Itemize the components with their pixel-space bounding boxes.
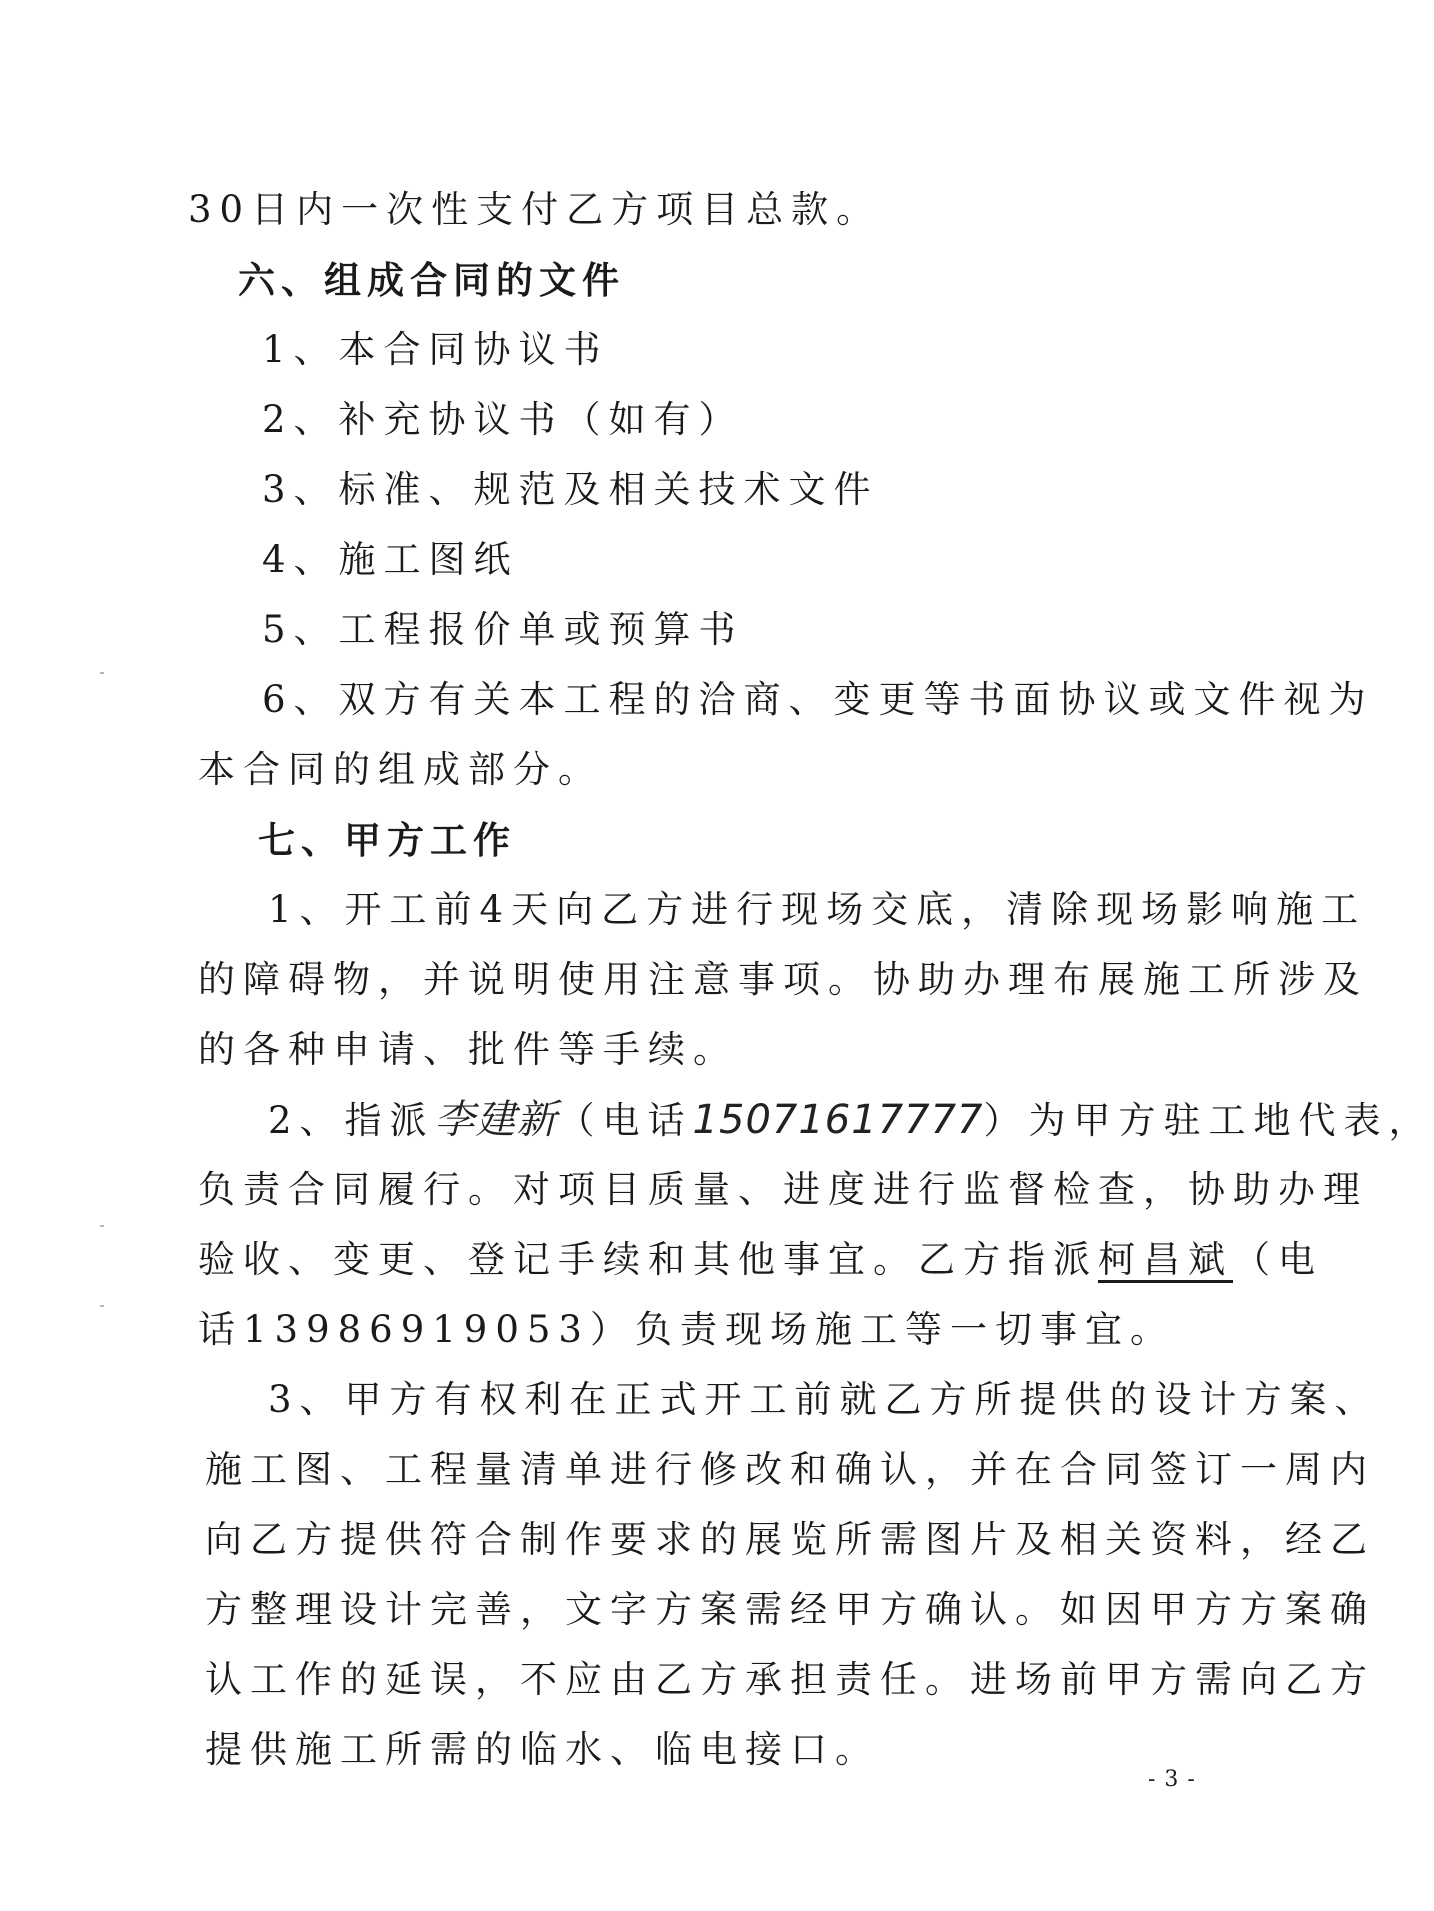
phone-label: （电话	[557, 1099, 693, 1142]
yi-representative-name: 柯昌斌	[1098, 1238, 1233, 1281]
paragraph-line: 方整理设计完善，文字方案需经甲方确认。如因甲方方案确	[205, 1588, 1375, 1631]
designate-prefix: 2、指派	[268, 1099, 435, 1142]
paragraph-line: 提供施工所需的临水、临电接口。	[205, 1728, 880, 1771]
list-item: 3、标准、规范及相关技术文件	[262, 468, 879, 511]
list-item: 5、工程报价单或预算书	[262, 608, 744, 651]
list-item: 2、补充协议书（如有）	[262, 398, 744, 441]
designate-suffix: ）为甲方驻工地代表，	[983, 1099, 1434, 1142]
paragraph-line: 本合同的组成部分。	[198, 748, 603, 791]
paragraph-line: 负责合同履行。对项目质量、进度进行监督检查，协助办理	[198, 1168, 1368, 1211]
paragraph-line: 3、甲方有权利在正式开工前就乙方所提供的设计方案、	[268, 1378, 1380, 1421]
scan-speck	[100, 672, 104, 674]
paragraph-line: 30日内一次性支付乙方项目总款。	[188, 188, 882, 231]
handwritten-name: 李建新	[434, 1097, 558, 1143]
paragraph-line: 向乙方提供符合制作要求的展览所需图片及相关资料，经乙	[205, 1518, 1375, 1561]
paragraph-line: 话13986919053）负责现场施工等一切事宜。	[198, 1308, 1175, 1351]
section-heading-seven: 七、甲方工作	[258, 818, 516, 862]
paragraph-line: 的各种申请、批件等手续。	[198, 1028, 738, 1071]
paragraph-line: 施工图、工程量清单进行修改和确认，并在合同签订一周内	[205, 1448, 1375, 1491]
paragraph-line: 的障碍物，并说明使用注意事项。协助办理布展施工所涉及	[198, 958, 1368, 1001]
list-item: 1、本合同协议书	[262, 328, 609, 371]
designate-line	[268, 1095, 1434, 1146]
scan-speck	[100, 1225, 104, 1227]
page-number: - 3 -	[1148, 1767, 1196, 1792]
yi-designate-prefix: 验收、变更、登记手续和其他事宜。乙方指派	[198, 1238, 1098, 1281]
paragraph-line: 1、开工前4天向乙方进行现场交底，清除现场影响施工	[268, 888, 1367, 931]
list-item: 4、施工图纸	[262, 538, 519, 581]
section-heading-six: 六、组成合同的文件	[238, 258, 625, 302]
list-item: 6、双方有关本工程的洽商、变更等书面协议或文件视为	[262, 678, 1374, 721]
scan-speck	[100, 1305, 104, 1307]
yi-designate-suffix: （电	[1233, 1238, 1323, 1281]
handwritten-phone: 15071617777	[692, 1097, 984, 1143]
paragraph-line: 认工作的延误，不应由乙方承担责任。进场前甲方需向乙方	[205, 1658, 1375, 1701]
yi-designate-line	[198, 1235, 1323, 1285]
